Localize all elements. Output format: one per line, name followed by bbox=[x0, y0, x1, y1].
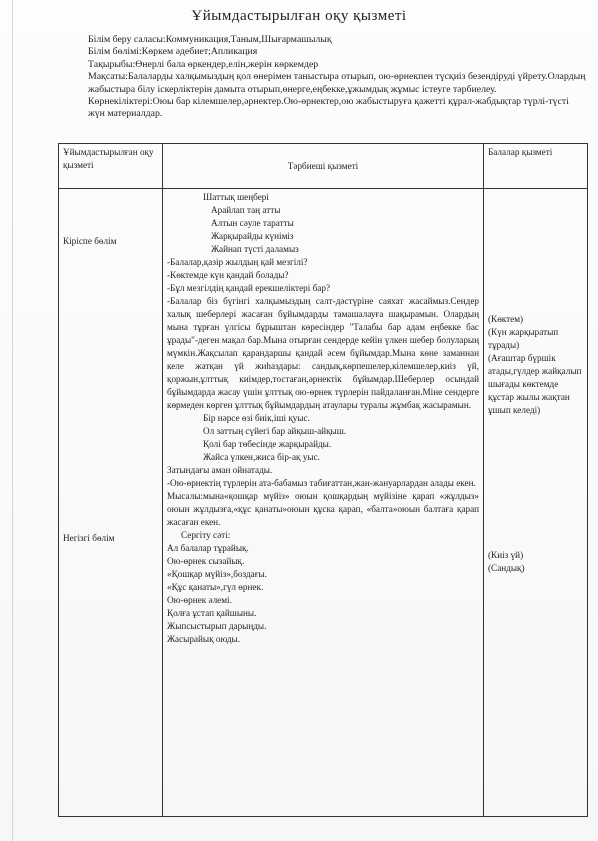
column-header-children: Балалар қызметі bbox=[484, 144, 588, 189]
sergitu-line: «Қошқар мүйіз»,боздағы. bbox=[167, 569, 267, 579]
kids-answer: (Күн жарқыратып тұрады) bbox=[488, 327, 559, 350]
teacher-text: Мысалы:мына«қошқар мүйіз» оюын қошқардың мүйізіне қарап «жұлдыз» оюын жұлдызға,«құс қанаты»оюын құска қарап, «балта»оюын балтаға қарап жасаған екен. bbox=[167, 491, 479, 527]
column-header-activity: Ұйымдастырылған оқу қызметі bbox=[59, 144, 163, 189]
kids-answer: (Сандық) bbox=[488, 563, 525, 573]
lesson-table bbox=[58, 143, 588, 817]
sergitu-line: «Құс қанаты»,гүл өрнек. bbox=[167, 582, 264, 592]
teacher-text: -Көктемде күн қандай болады? bbox=[167, 270, 289, 280]
section-main: Негізгі бөлім bbox=[63, 533, 115, 543]
riddle-line: Бір нәрсе өзі биік,іші қуыс. bbox=[203, 413, 310, 423]
poem-line: Алтын сәуле таратты bbox=[211, 218, 294, 228]
children-cell bbox=[484, 189, 588, 817]
sergitu-title: Сергіту сәті: bbox=[181, 530, 231, 540]
sergitu-line: Ою-өрнек әлемі. bbox=[167, 595, 232, 605]
riddle-line: Ол заттың сүйегі бар айқыш-айқыш. bbox=[203, 426, 347, 436]
table-row bbox=[59, 189, 588, 817]
kids-answer: (Ағаштар бүршік атады,гүлдер жайқалып шығады көктемде құстар жылы жақтан ұшып келеді) bbox=[488, 353, 582, 415]
teacher-text: -Балалар,қазір жылдың қай мезгілі? bbox=[167, 257, 308, 267]
riddle-line: Жайса үлкен,жиса бір-ақ уыс. bbox=[203, 452, 320, 462]
header-line-field: Білім беру саласы:Коммуникация,Таным,Шығармашылық bbox=[88, 34, 332, 45]
kids-answer: (Көктем) bbox=[488, 314, 524, 324]
table-header-row bbox=[59, 144, 588, 189]
teacher-text: -Бұл мезгілдің қандай ерекшеліктері бар? bbox=[167, 283, 331, 293]
sergitu-line: Жыпсыстырып дарыңды. bbox=[167, 621, 267, 631]
header-line-topic: Тақырыбы:Өнерлі бала өркендер,елін,жерін көркемдер bbox=[88, 58, 319, 70]
teacher-text: -Балалар біз бүгінгі халқымыздың салт-дәстүріне саяхат жасаймыз.Сендер халық шеберлері жасаған бұйымдарды тамашалауға шақырамын. Олардың мына тұрған үлгісы бұрыштан көресіндер "Талабы бар адам еңбекке бас ұрады"-деген мақал бар.Мына отырған сендерде кейін үлкен шебер болуларың мүмкін.Жақсылап қарандаршы қандай әсем бұйымдар.Мына көне заманнан келе жатқан үй жиһаздары: сандық,көрпешелер,кілемшелер,киіз үй, қоржын,ұлттық киімдер,тостаған,әрнектік бұйымдар.Шеберлер осындай бұйымдарда жасау үшін ұлттық ою-өрнек түрлерін пайдаланған.Міне сендерге көрмеден көрген ұлттық бұйымдардың атаулары туралы жұмбақ жасырамын. bbox=[167, 296, 479, 410]
teacher-text: -Ою-өрнектің түрлерін ата-бабамыз табиғаттан,жан-жануарлардан алады екен. bbox=[167, 478, 476, 488]
document-title: Ұйымдастырылған оқу қызметі bbox=[191, 8, 407, 24]
poem-line: Жайнап түсті даламыз bbox=[211, 244, 299, 254]
section-intro: Кіріспе бөлім bbox=[63, 236, 117, 246]
sergitu-line: Ал балалар тұрайық. bbox=[167, 543, 249, 553]
poem-line: Жарқырайды күніміз bbox=[211, 231, 294, 241]
header-line-materials: Көрнекіліктері:Оюы бар кілемшелер,әрнектер.Ою-өрнектер,ою жабыстыруға қажетті құрал-жабдықтар түрлі-түсті жүн материалдар. bbox=[88, 96, 569, 120]
poem-line: Шаттық шеңбері bbox=[203, 192, 269, 202]
lesson-header bbox=[88, 34, 588, 121]
section-cell bbox=[59, 189, 163, 817]
riddle-line: Қолі бар төбесінде жарқырайды. bbox=[203, 439, 332, 449]
header-line-section: Білім бөлімі:Көркем әдебиет;Апликация bbox=[88, 46, 258, 58]
sergitu-line: Жасырайық оюды. bbox=[167, 634, 240, 644]
header-line-goal: Мақсаты:Балаларды халқымыздың қол өнерімен таныстыра отырып, ою-өрнекпен түсқиіз безендіруді үйрету.Олардың жабыстыра білу іскерліктерін дамыта отырып,өнерге,еңбекке,ұжымдық жұмыс істеуге тәрбиелеу. bbox=[88, 71, 586, 95]
scan-edge bbox=[12, 0, 13, 841]
sergitu-line: Қолға ұстап қайшыны. bbox=[167, 608, 257, 618]
sergitu-line: Ою-өрнек сызайық. bbox=[167, 556, 245, 566]
kids-answer: (Киіз үй) bbox=[488, 550, 524, 560]
teacher-cell bbox=[163, 189, 484, 817]
column-header-teacher: Тәрбиеші қызметі bbox=[163, 144, 484, 189]
teacher-text: Затындағы аман ойнатады. bbox=[167, 465, 273, 475]
poem-line: Арайлап таң атты bbox=[211, 205, 281, 215]
